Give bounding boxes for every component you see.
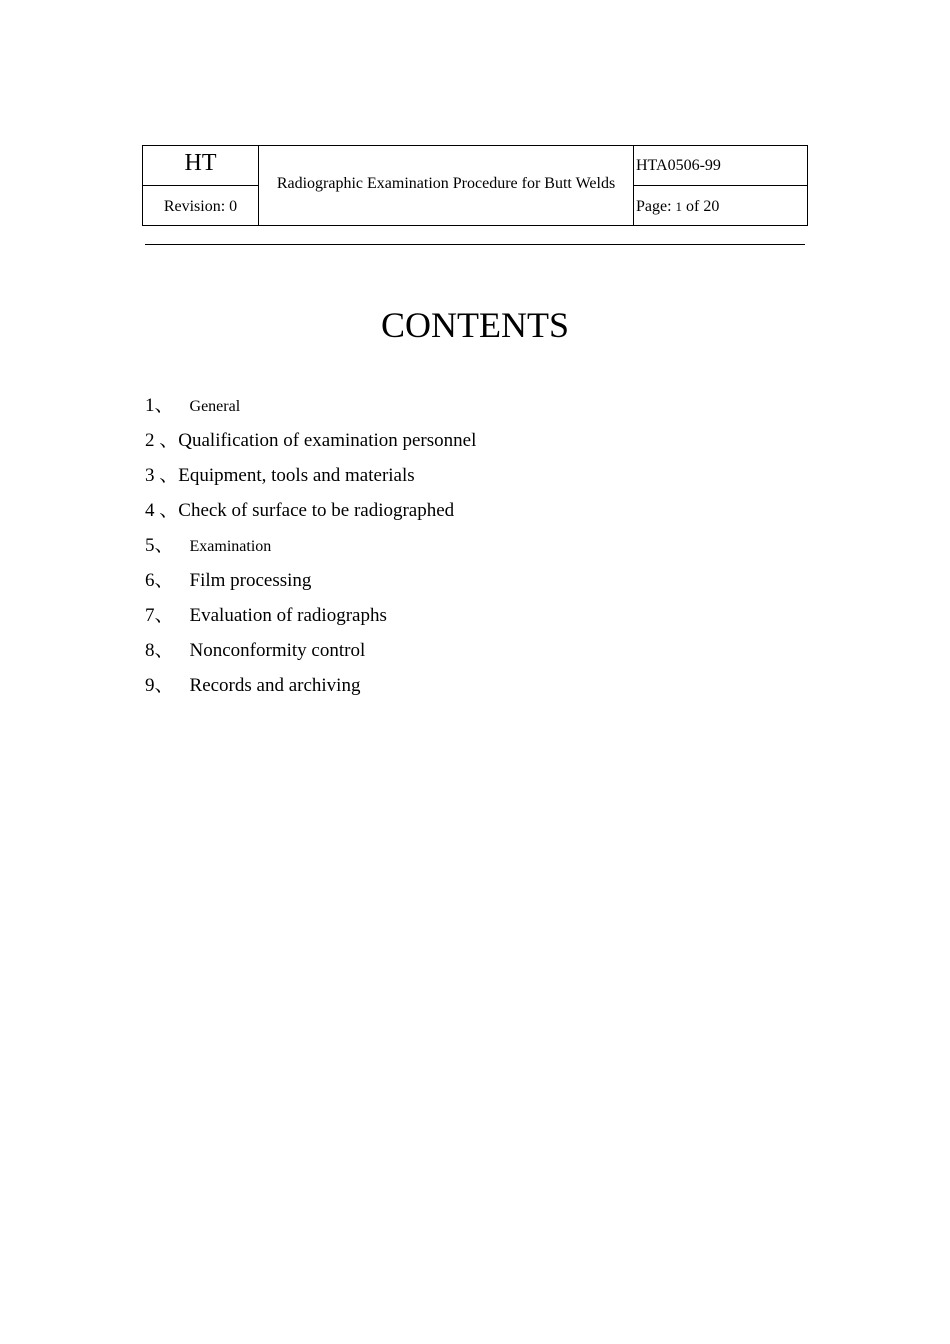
toc-item-surface-check[interactable] — [145, 497, 476, 532]
page-total: 20 — [703, 198, 720, 215]
document-code: HTA0506-99 — [633, 145, 808, 186]
toc-label: Film processing — [189, 570, 312, 591]
toc-number: 7、 — [145, 605, 174, 626]
header-divider — [145, 244, 805, 245]
page-prefix: Page: — [636, 198, 672, 215]
document-header-table — [142, 145, 808, 226]
toc-label: Qualification of examination personnel — [178, 430, 477, 451]
document-title-text: Radiographic Examination Procedure for Butt Welds — [276, 174, 616, 192]
toc-label: Records and archiving — [189, 675, 361, 696]
toc-label: Equipment, tools and materials — [178, 465, 415, 486]
toc-item-nonconformity[interactable] — [145, 637, 476, 672]
toc-number: 5、 — [145, 535, 174, 556]
toc-number: 4 、 — [145, 500, 179, 521]
revision-label: Revision: 0 — [142, 185, 259, 226]
toc-item-records[interactable] — [145, 672, 476, 707]
page-current: 1 — [675, 199, 683, 214]
toc-label: Evaluation of radiographs — [189, 605, 387, 626]
document-title — [258, 145, 634, 226]
page-of: of — [686, 198, 700, 215]
toc-label: Examination — [189, 538, 272, 555]
toc-number: 8、 — [145, 640, 174, 661]
toc-label: Check of surface to be radiographed — [178, 500, 455, 521]
toc-item-general[interactable] — [145, 392, 476, 427]
toc-number: 2 、 — [145, 430, 179, 451]
toc-item-examination[interactable] — [145, 532, 476, 567]
toc-item-equipment[interactable] — [145, 462, 476, 497]
toc-number: 6、 — [145, 570, 174, 591]
toc-number: 9、 — [145, 675, 174, 696]
page-title: CONTENTS — [381, 305, 569, 345]
page-number — [633, 185, 808, 226]
toc-item-evaluation[interactable] — [145, 602, 476, 637]
toc-item-qualification[interactable] — [145, 427, 476, 462]
toc-label: Nonconformity control — [189, 640, 366, 661]
toc-number: 3 、 — [145, 465, 179, 486]
toc-item-film-processing[interactable] — [145, 567, 476, 602]
table-of-contents — [145, 392, 476, 707]
toc-label: General — [189, 398, 241, 415]
toc-number: 1、 — [145, 395, 174, 416]
company-code: HT — [142, 145, 259, 186]
